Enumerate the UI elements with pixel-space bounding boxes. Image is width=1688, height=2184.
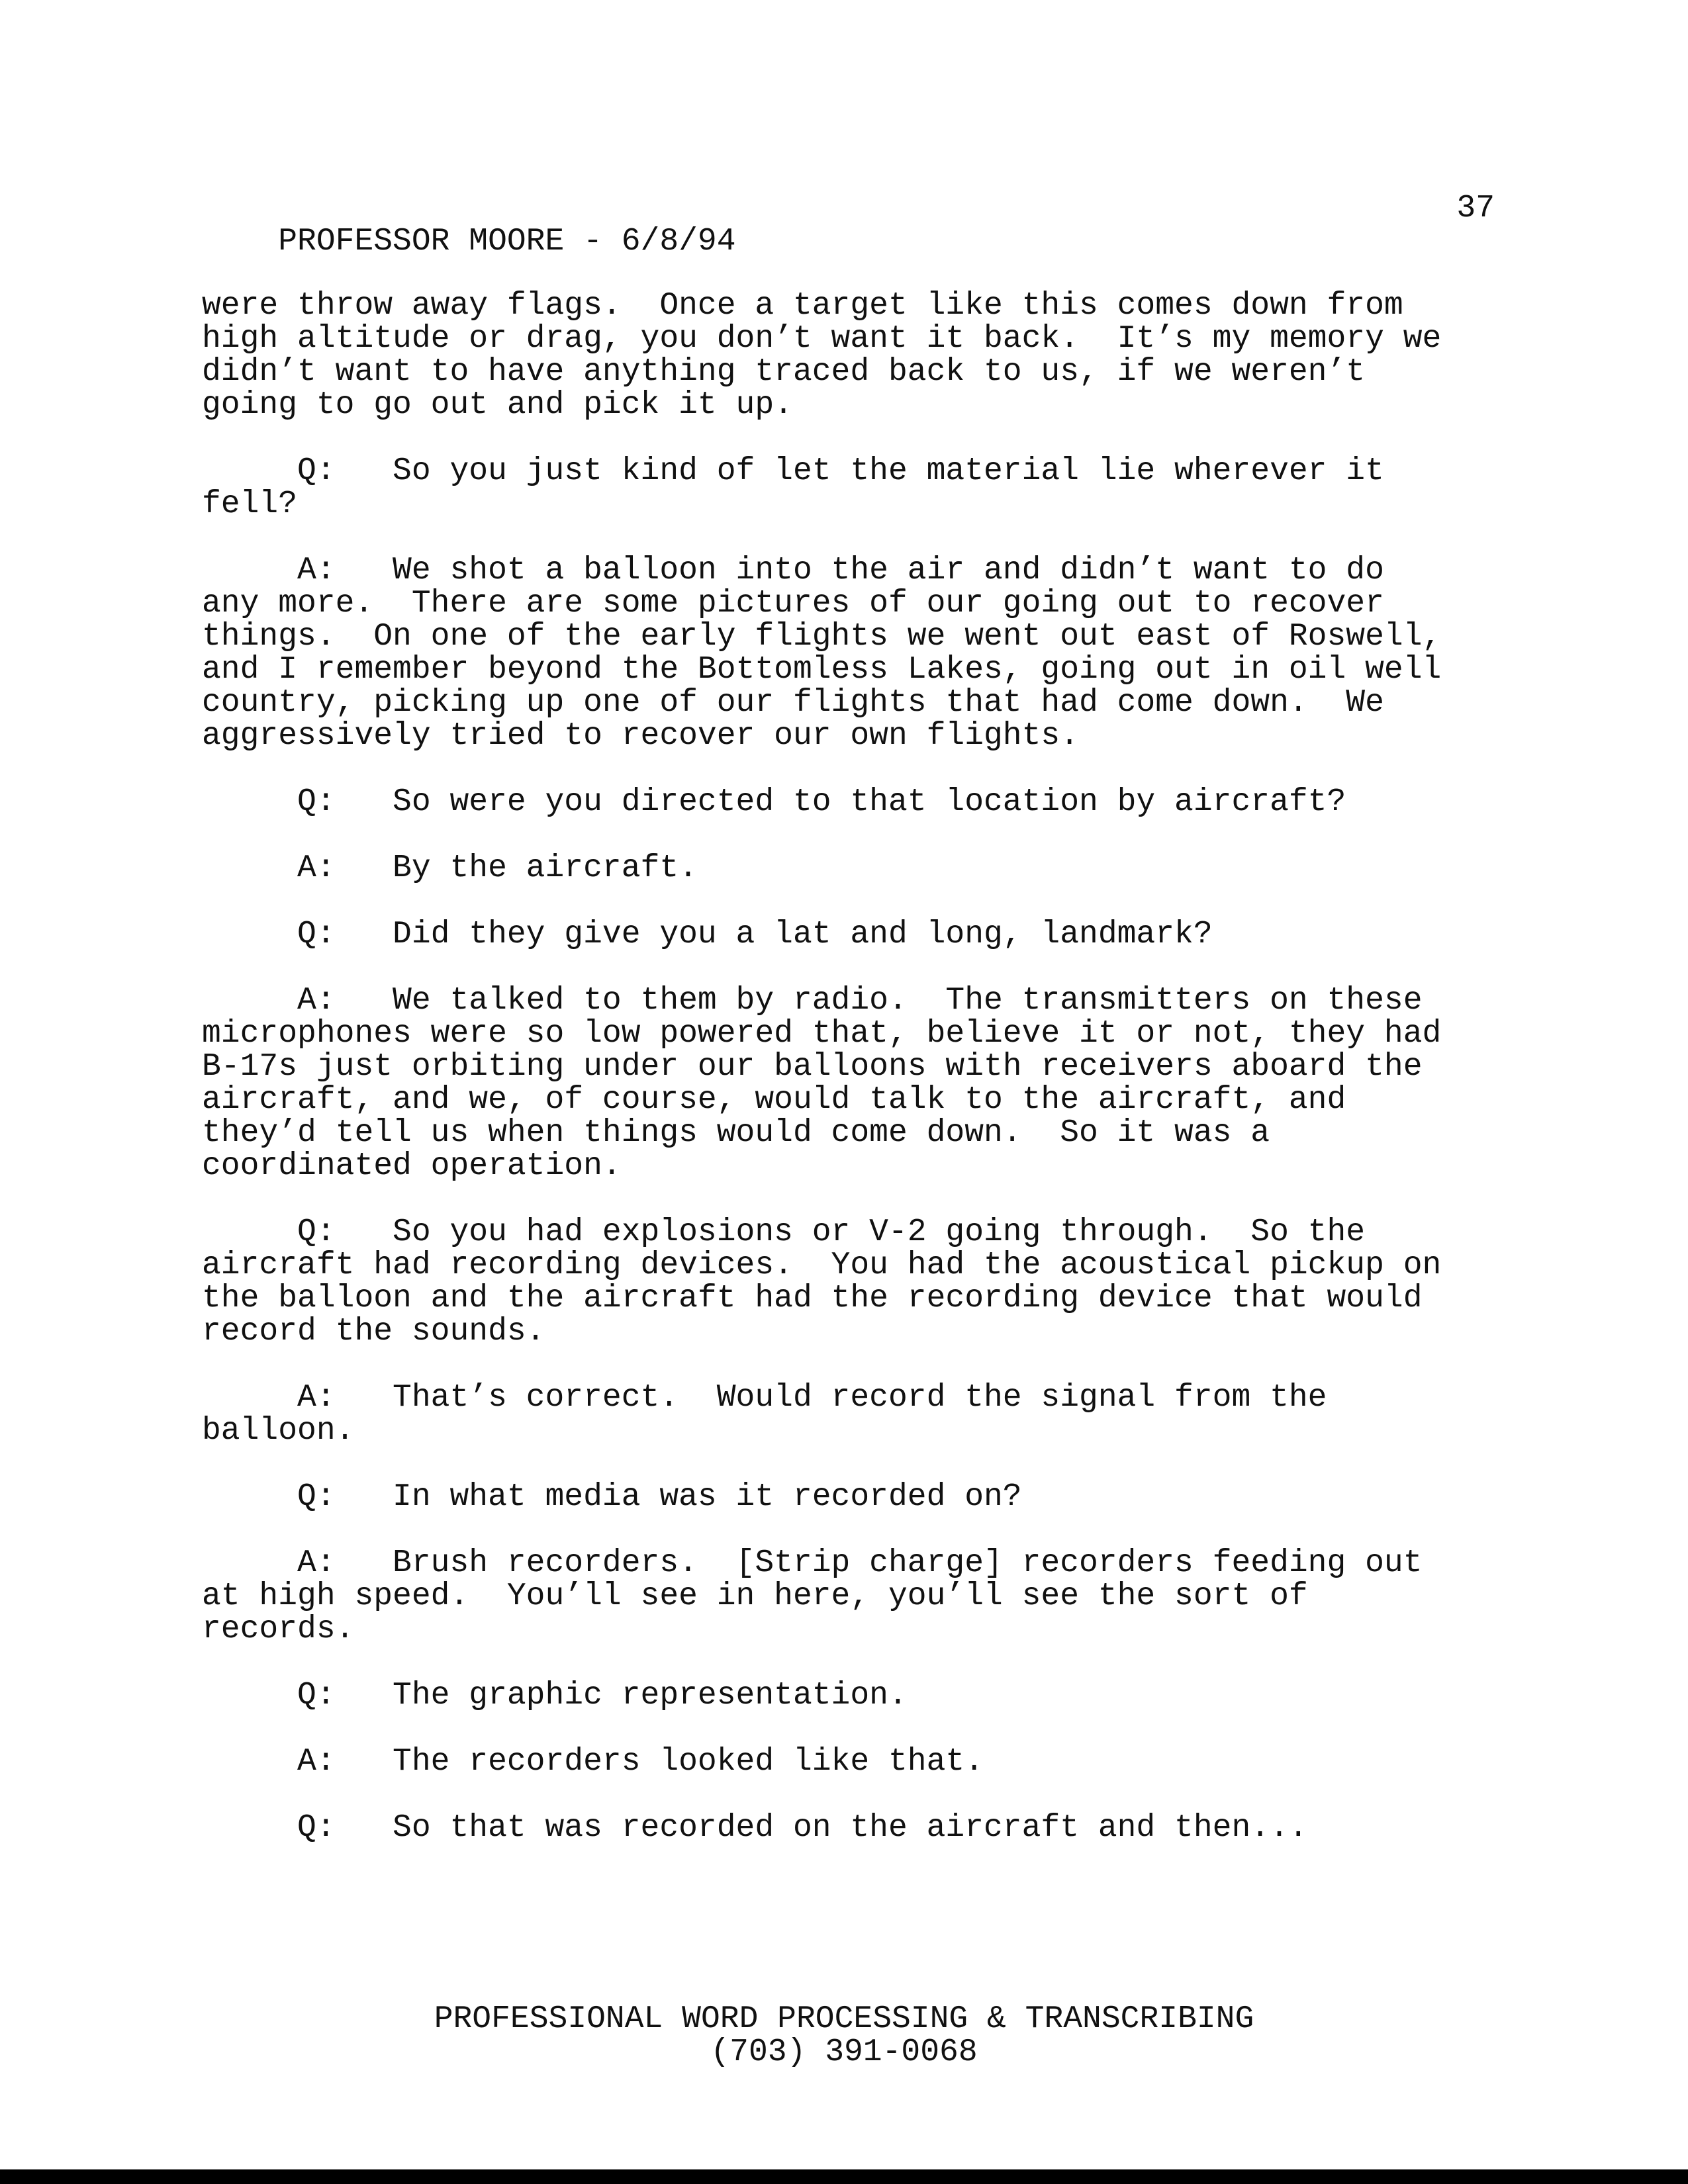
transcript-line: the balloon and the aircraft had the recording device that would: [202, 1281, 1423, 1316]
paragraph-gap: [202, 819, 1499, 852]
paragraph-gap: [202, 1447, 1499, 1480]
transcript-body: [202, 289, 1499, 1844]
paragraph-gap: [202, 752, 1499, 786]
paragraph-gap: [202, 1646, 1499, 1679]
transcript-line: didn’t want to have anything traced back to us, if we weren’t: [202, 354, 1366, 390]
transcript-line: Q: So that was recorded on the aircraft and then...: [202, 1810, 1308, 1846]
transcript-paragraph: [202, 918, 1499, 951]
transcript-line: A: That’s correct. Would record the signal from the: [202, 1380, 1327, 1416]
page-footer: [0, 2003, 1688, 2069]
transcript-line: Q: So you just kind of let the material lie wherever it: [202, 453, 1384, 489]
transcript-line: record the sounds.: [202, 1314, 545, 1349]
transcript-line: Q: So were you directed to that location by aircraft?: [202, 784, 1346, 820]
transcript-line: aircraft had recording devices. You had the acoustical pickup on: [202, 1248, 1442, 1283]
transcript-line: A: We talked to them by radio. The transmitters on these: [202, 983, 1423, 1019]
transcript-line: balloon.: [202, 1413, 355, 1449]
transcript-line: A: By the aircraft.: [202, 850, 698, 886]
footer-company: PROFESSIONAL WORD PROCESSING & TRANSCRIBING: [434, 2001, 1254, 2037]
transcript-line: aircraft, and we, of course, would talk to the aircraft, and: [202, 1082, 1346, 1118]
transcript-line: Q: Did they give you a lat and long, landmark?: [202, 917, 1213, 952]
transcript-line: things. On one of the early flights we went out east of Roswell,: [202, 619, 1442, 655]
transcript-line: aggressively tried to recover our own flights.: [202, 718, 1080, 754]
transcript-line: high altitude or drag, you don’t want it back. It’s my memory we: [202, 321, 1442, 357]
transcript-paragraph: [202, 1547, 1499, 1646]
transcript-line: A: We shot a balloon into the air and didn’t want to do: [202, 553, 1384, 588]
page-number: 37: [1456, 191, 1495, 226]
transcript-line: records.: [202, 1612, 355, 1647]
scan-edge-bar: [0, 2169, 1688, 2184]
transcript-line: and I remember beyond the Bottomless Lakes, going out in oil well: [202, 652, 1442, 688]
transcript-line: Q: In what media was it recorded on?: [202, 1479, 1022, 1515]
transcript-line: microphones were so low powered that, believe it or not, they had: [202, 1016, 1442, 1052]
transcript-line: A: Brush recorders. [Strip charge] recorders feeding out: [202, 1545, 1423, 1581]
transcript-line: Q: So you had explosions or V-2 going through. So the: [202, 1214, 1366, 1250]
transcript-paragraph: [202, 786, 1499, 819]
paragraph-gap: [202, 951, 1499, 984]
header-title: PROFESSOR MOORE - 6/8/94: [278, 224, 736, 259]
transcript-paragraph: [202, 455, 1499, 521]
transcript-paragraph: [202, 1216, 1499, 1348]
transcript-line: they’d tell us when things would come down. So it was a: [202, 1115, 1270, 1151]
paragraph-gap: [202, 1712, 1499, 1745]
transcript-line: B-17s just orbiting under our balloons with receivers aboard the: [202, 1049, 1423, 1085]
transcript-paragraph: [202, 1679, 1499, 1712]
paragraph-gap: [202, 885, 1499, 918]
transcript-paragraph: [202, 554, 1499, 752]
paragraph-gap: [202, 1183, 1499, 1216]
transcript-paragraph: [202, 852, 1499, 885]
transcript-paragraph: [202, 1381, 1499, 1447]
transcript-line: Q: The graphic representation.: [202, 1678, 908, 1713]
transcript-paragraph: [202, 1745, 1499, 1778]
transcript-paragraph: [202, 289, 1499, 422]
transcript-paragraph: [202, 1811, 1499, 1844]
transcript-line: at high speed. You’ll see in here, you’ll see the sort of: [202, 1578, 1308, 1614]
paragraph-gap: [202, 422, 1499, 455]
footer-phone: (703) 391-0068: [710, 2034, 978, 2070]
transcript-line: fell?: [202, 486, 298, 522]
transcript-line: were throw away flags. Once a target like this comes down from: [202, 288, 1403, 324]
transcript-line: going to go out and pick it up.: [202, 387, 793, 423]
transcript-line: any more. There are some pictures of our going out to recover: [202, 586, 1384, 621]
paragraph-gap: [202, 1348, 1499, 1381]
transcript-line: A: The recorders looked like that.: [202, 1744, 984, 1780]
paragraph-gap: [202, 1778, 1499, 1811]
transcript-line: country, picking up one of our flights that had come down. We: [202, 685, 1384, 721]
paragraph-gap: [202, 521, 1499, 554]
transcript-paragraph: [202, 984, 1499, 1183]
transcript-paragraph: [202, 1480, 1499, 1514]
transcript-line: coordinated operation.: [202, 1148, 622, 1184]
paragraph-gap: [202, 1514, 1499, 1547]
